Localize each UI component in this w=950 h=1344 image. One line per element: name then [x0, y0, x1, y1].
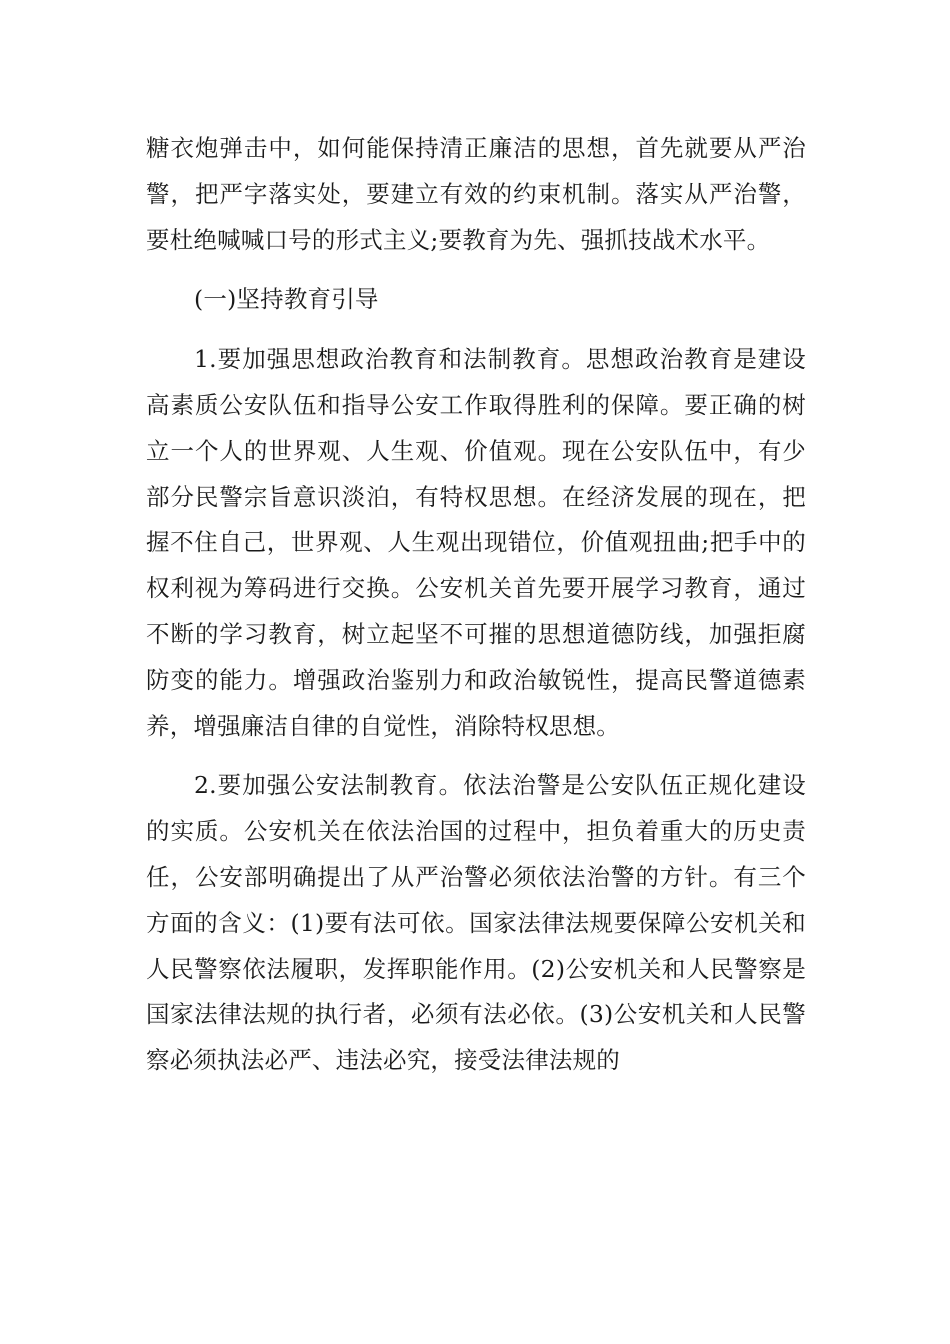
paragraph-continuation: [146, 126, 806, 263]
text-line: 安机关和人民警察依法履职，发挥职能作用。(2)公安机关和: [146, 908, 806, 983]
text-line: 提高民警道德素养，增强廉洁自律的自觉性，消除特权思想。: [146, 665, 807, 740]
text-line: 机关和人民警察必须执法必严、违法必究，接受法律法规的: [146, 1000, 806, 1075]
text-line: 平。: [722, 225, 771, 254]
text-line: 史责任，公安部明确提出了从严治警必须依法治警的方针。: [146, 817, 807, 891]
document-body: [146, 126, 806, 1084]
heading-text: (一)坚持教育引导: [194, 285, 379, 314]
text-line: 在，把握不住自己，世界观、人生观出现错位，价值观扭曲;: [146, 482, 806, 557]
paragraph-item-2: [146, 763, 806, 1084]
text-line: 的树立一个人的世界观、人生观、价值观。现在公安队伍中，: [146, 390, 807, 465]
text-line: 教育，通过不断的学习教育，树立起坚不可摧的思想道德防: [146, 574, 806, 648]
text-line: 有少部分民警宗旨意识淡泊，有特权思想。在经济发展的现: [146, 436, 807, 511]
text-line: 设高素质公安队伍和指导公安工作取得胜利的保障。要正确: [146, 345, 806, 419]
text-line: 警，要杜绝喊喊口号的形式主义;要教育为先、强抓技战术水: [146, 179, 807, 254]
section-heading: [146, 277, 806, 323]
paragraph-item-1: [146, 337, 806, 749]
text-line: 把手中的权利视为筹码进行交换。公安机关首先要开展学习: [146, 528, 806, 603]
text-line: 2.要加强公安法制教育。依法治警是公安队伍正规化建: [194, 771, 783, 800]
text-line: 设的实质。公安机关在依法治国的过程中，担负着重大的历: [146, 771, 806, 846]
text-line: 糖衣炮弹击中，如何能保持清正廉洁的思想，首先就要从严: [146, 134, 783, 162]
text-line: 1.要加强思想政治教育和法制教育。思想政治教育是建: [194, 345, 783, 374]
text-line: 治警，把严字落实处，要建立有效的约束机制。落实从严治: [146, 134, 806, 208]
text-line: 线，加强拒腐防变的能力。增强政治鉴别力和政治敏锐性，: [146, 619, 807, 694]
text-line: 人民警察是国家法律法规的执行者，必须有法必依。(3)公安: [146, 954, 807, 1029]
text-line: 有三个方面的含义：(1)要有法可依。国家法律法规要保障公: [146, 862, 806, 937]
